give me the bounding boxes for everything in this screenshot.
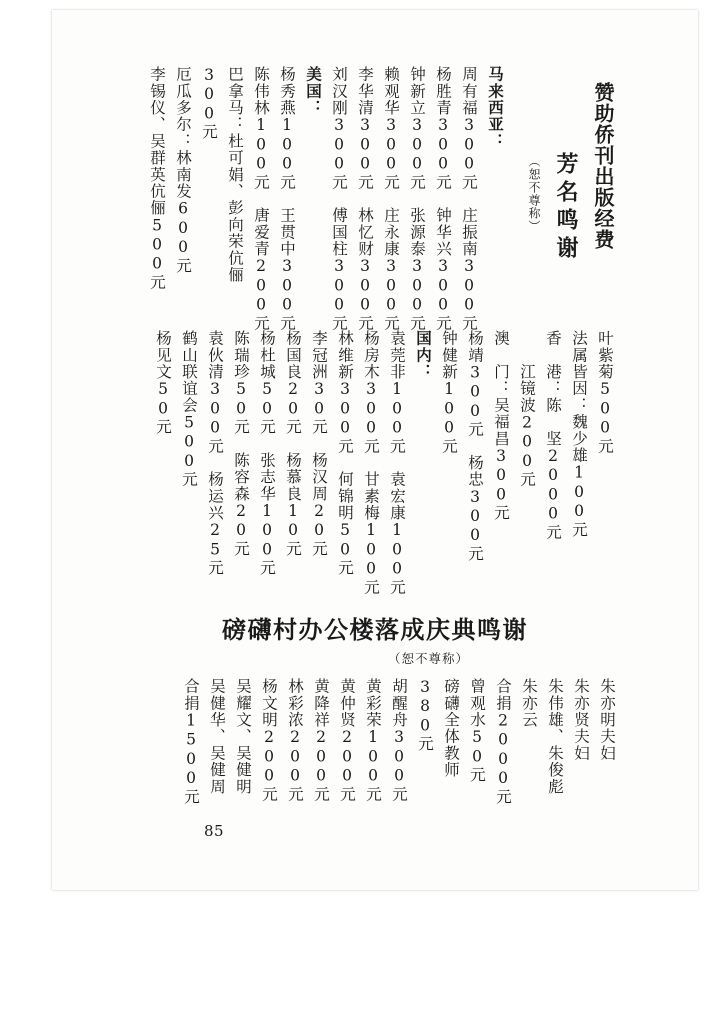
donor-column: 朱亦明夫妇 xyxy=(598,678,616,762)
donor-column: 合捐1500元 xyxy=(182,678,200,805)
section2-title: 磅礴村办公楼落成庆典鸣谢 xyxy=(222,616,528,644)
donor-column: 曾观水50元 xyxy=(468,678,486,784)
donor-column: 李冠洲30元 杨汉周20元 xyxy=(310,330,328,558)
donor-column: 吴健华、吴健周 xyxy=(208,678,226,795)
donor-column: 袁伙清300元 杨运兴25元 xyxy=(206,330,224,577)
region-usa: 美国： xyxy=(304,66,322,117)
donor-column: 黄仲贤200元 xyxy=(338,678,356,803)
region-malaysia: 马来西亚： xyxy=(486,66,504,150)
donor-column: 李锡仪、吴群英伉俪500元 xyxy=(148,66,166,291)
section2-note: （恕不尊称） xyxy=(388,651,470,666)
donor-column: 合捐2000元 xyxy=(494,678,512,805)
document-page xyxy=(52,10,698,890)
donor-column: 吴耀文、吴健明 xyxy=(234,678,252,795)
donor-column: 杨见文50元 xyxy=(154,330,172,436)
donor-column: 袁莞非100元 袁宏康100元 xyxy=(388,330,406,596)
donor-column: 杨杜城50元 张志华100元 xyxy=(258,330,276,577)
donor-column: 杨胜青300元 钟华兴300元 xyxy=(434,66,452,332)
donor-column: 周有福300元 庄振南300元 xyxy=(460,66,478,332)
donor-column: 黄彩荣100元 xyxy=(364,678,382,803)
donor-column: 杨靖300元 杨忠300元 xyxy=(466,330,484,563)
donor-column: 香 港：陈 坚2000元 xyxy=(544,330,562,541)
donor-column: 林维新300元 何锦明50元 xyxy=(336,330,354,577)
donor-column: 380元 xyxy=(416,678,434,753)
donor-column: 澳 门：吴福昌300元 xyxy=(492,330,510,522)
section1-title: 赞助侨刊出版经费 xyxy=(591,82,615,250)
donor-column: 巴拿马：杜可娟、彭向荣伉俪 xyxy=(226,66,244,284)
donor-column: 赖观华300元 庄永康300元 xyxy=(382,66,400,332)
donor-column: 钟健新100元 xyxy=(440,330,458,455)
donor-column: 杨秀燕100元 王贯中300元 xyxy=(278,66,296,332)
donor-column: 朱亦贤夫妇 xyxy=(572,678,590,762)
donor-column: 陈伟林100元 唐爱青200元 xyxy=(252,66,270,332)
donor-column: 李华清300元 林忆财300元 xyxy=(356,66,374,332)
section1-subtitle: 芳名鸣谢 xyxy=(553,152,578,264)
donor-column: 刘汉刚300元 傅国柱300元 xyxy=(330,66,348,332)
donor-column: 杨国良20元 杨慕良10元 xyxy=(284,330,302,558)
donor-column: 叶紫菊500元 xyxy=(596,330,614,455)
donor-column: 厄瓜多尔：林南发600元 xyxy=(174,66,192,274)
donor-column: 杨文明200元 xyxy=(260,678,278,803)
donor-column: 林彩浓200元 xyxy=(286,678,304,803)
donor-column: 磅礴全体教师 xyxy=(442,678,460,779)
donor-column: 钟新立300元 张源泰300元 xyxy=(408,66,426,332)
region-domestic: 国内： xyxy=(414,330,432,381)
donor-column: 杨房木300元 甘素梅100元 xyxy=(362,330,380,596)
donor-column: 胡醒舟300元 xyxy=(390,678,408,803)
page-number: 85 xyxy=(204,822,225,840)
donor-column: 300元 xyxy=(200,66,218,141)
donor-column: 陈瑞珍50元 陈容森20元 xyxy=(232,330,250,558)
donor-column: 朱伟雄、朱俊彪 xyxy=(546,678,564,795)
donor-column: 朱亦云 xyxy=(520,678,538,729)
donor-column: 法属皆因：魏少雄100元 xyxy=(570,330,588,538)
donor-column: 黄降祥200元 xyxy=(312,678,330,803)
donor-column: 江镜波200元 xyxy=(518,330,536,488)
donor-column: 鹤山联谊会500元 xyxy=(180,330,198,488)
section1-note: （恕不尊称） xyxy=(527,155,541,233)
